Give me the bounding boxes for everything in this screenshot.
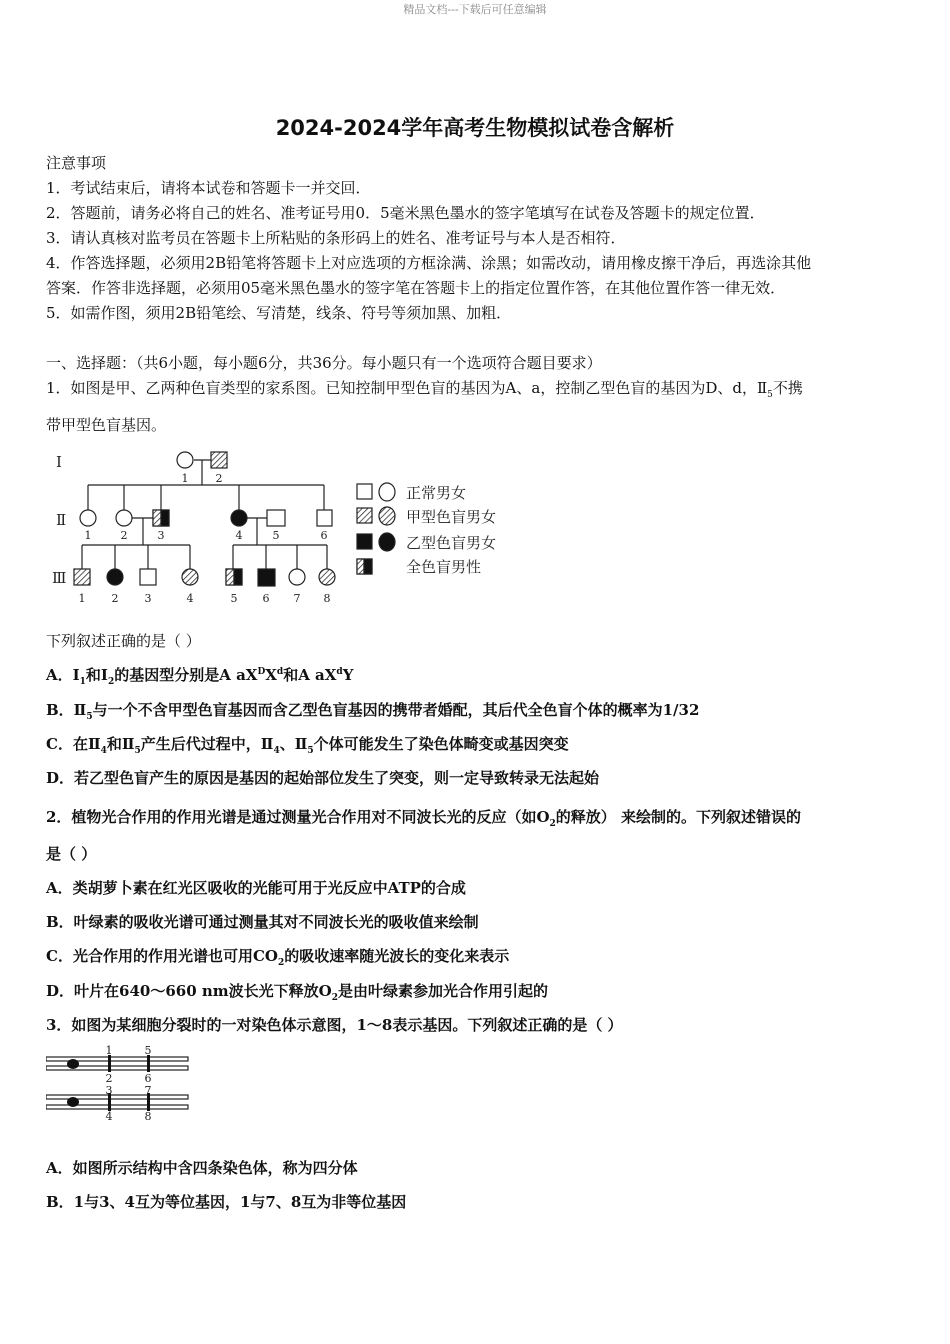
svg-text:1: 1 — [84, 529, 92, 542]
pedigree-II4 — [231, 510, 247, 526]
pedigree-I1-female — [177, 452, 193, 468]
svg-text:5: 5 — [230, 592, 238, 605]
q2-stem: 2．植物光合作用的作用光谱是通过测量光合作用对不同波长光的反应（如$O_2$的释放） 来绘制的。下列叙述错误的 — [46, 808, 802, 829]
svg-text:5: 5 — [272, 529, 280, 542]
pedigree-III6 — [258, 569, 275, 586]
pedigree-III7 — [289, 569, 305, 585]
q1-prompt: 下列叙述正确的是（ ） — [46, 632, 201, 650]
page-title: 2024-2024学年高考生物模拟试卷含解析 — [275, 116, 675, 140]
notice-item: 1．考试结束后，请将本试卷和答题卡一并交回． — [46, 179, 371, 197]
q1-option-b[interactable]: B．$Ⅱ_5$与一个不含甲型色盲基因而含乙型色盲基因的携带者婚配，其后代全色盲个体的概率为1/32 — [46, 701, 700, 722]
legend-normal: 正常男女 — [406, 484, 467, 502]
legend-type-b: 乙型色盲男女 — [406, 534, 497, 552]
pedigree-diagram — [46, 445, 526, 610]
page-watermark: 精品文档---下载后可任意编辑 — [403, 3, 547, 16]
svg-text:1: 1 — [181, 472, 189, 485]
svg-text:3: 3 — [144, 592, 152, 605]
q1-option-d[interactable]: D．若乙型色盲产生的原因是基因的起始部位发生了突变，则一定导致转录无法起始 — [46, 769, 600, 787]
q2-option-a[interactable]: A．类胡萝卜素在红光区吸收的光能可用于光反应中ATP的合成 — [46, 879, 466, 897]
pedigree-II2 — [116, 510, 132, 526]
svg-text:4: 4 — [235, 529, 243, 542]
q2-stem-line2: 是（ ） — [46, 845, 97, 863]
q2-option-b[interactable]: B．叶绿素的吸收光谱可通过测量其对不同波长光的吸收值来绘制 — [46, 913, 479, 931]
svg-text:6: 6 — [262, 592, 270, 605]
notice-item: 2．答题前，请务必将自己的姓名、准考证号用0．5毫米黑色墨水的签字笔填写在试卷及答题卡的规定位置． — [46, 204, 765, 222]
q1-option-a[interactable]: A．$Ⅰ_1$和$Ⅰ_2$的基因型分别是A $aX^DX^d$和A $aX^dY$ — [46, 666, 354, 687]
q3-option-a[interactable]: A．如图所示结构中含四条染色体，称为四分体 — [46, 1159, 358, 1177]
svg-text:2: 2 — [120, 529, 128, 542]
notice-item: 5．如需作图，须用2B铅笔绘、写清楚，线条、符号等须加黑、加粗． — [46, 304, 512, 322]
notice-item: 3．请认真核对监考员在答题卡上所粘贴的条形码上的姓名、准考证号与本人是否相符． — [46, 229, 626, 247]
svg-text:7: 7 — [293, 592, 301, 605]
pedigree-II6 — [317, 510, 332, 526]
q3-option-b[interactable]: B．1与3、4互为等位基因，1与7、8互为非等位基因 — [46, 1193, 407, 1211]
legend-full: 全色盲男性 — [406, 558, 482, 576]
svg-text:5: 5 — [144, 1044, 152, 1057]
pedigree-III8 — [319, 569, 335, 585]
pedigree-III1 — [74, 569, 90, 585]
pedigree-III4 — [182, 569, 198, 585]
gen-label-I: Ⅰ — [56, 453, 62, 471]
notice-heading: 注意事项 — [46, 154, 107, 172]
svg-text:1: 1 — [78, 592, 86, 605]
notice-item: 答案．作答非选择题，必须用05毫米黑色墨水的签字笔在答题卡上的指定位置作答，在其他位置作答一律无效． — [46, 279, 786, 297]
pedigree-III2 — [107, 569, 123, 585]
svg-text:8: 8 — [323, 592, 331, 605]
gen-label-III: Ⅲ — [52, 569, 67, 587]
notice-item: 4．作答选择题，必须用2B铅笔将答题卡上对应选项的方框涂满、涂黑；如需改动，请用橡皮擦干净后，再选涂其他 — [46, 254, 812, 272]
gen-label-II: Ⅱ — [56, 511, 67, 529]
svg-text:4: 4 — [186, 592, 194, 605]
svg-text:2: 2 — [215, 472, 223, 485]
svg-text:6: 6 — [320, 529, 328, 542]
q1-stem: 1．如图是甲、乙两种色盲类型的家系图。已知控制甲型色盲的基因为A、a，控制乙型色盲的基因为D、d，$Ⅱ_5$不携 — [46, 379, 803, 400]
pedigree-III3 — [140, 569, 156, 585]
svg-text:8: 8 — [144, 1110, 152, 1123]
svg-text:2: 2 — [105, 1072, 113, 1085]
chromosome-diagram — [46, 1044, 196, 1124]
svg-text:7: 7 — [144, 1084, 152, 1097]
q1-option-c[interactable]: C．在$Ⅱ_4$和$Ⅱ_5$产生后代过程中，$Ⅱ_4$、$Ⅱ_5$个体可能发生了染色体畸变或基因突变 — [46, 735, 569, 756]
svg-text:1: 1 — [105, 1044, 113, 1057]
pedigree-I2-male — [211, 452, 227, 468]
pedigree-II5 — [267, 510, 285, 526]
pedigree-II1 — [80, 510, 96, 526]
svg-text:3: 3 — [105, 1084, 113, 1097]
q3-stem: 3．如图为某细胞分裂时的一对染色体示意图，1～8表示基因。下列叙述正确的是（ ） — [46, 1016, 623, 1034]
svg-text:2: 2 — [111, 592, 119, 605]
svg-text:6: 6 — [144, 1072, 152, 1085]
q2-option-c[interactable]: C．光合作用的作用光谱也可用$CO_2$的吸收速率随光波长的变化来表示 — [46, 947, 510, 968]
legend-type-a: 甲型色盲男女 — [406, 508, 497, 526]
svg-text:4: 4 — [105, 1110, 113, 1123]
section-heading: 一、选择题：（共6小题，每小题6分，共36分。每小题只有一个选项符合题目要求） — [46, 354, 602, 372]
q1-stem-line2: 带甲型色盲基因。 — [46, 416, 167, 434]
svg-text:3: 3 — [157, 529, 165, 542]
q2-option-d[interactable]: D．叶片在640～660 nm波长光下释放$O_2$是由叶绿素参加光合作用引起的 — [46, 982, 548, 1003]
